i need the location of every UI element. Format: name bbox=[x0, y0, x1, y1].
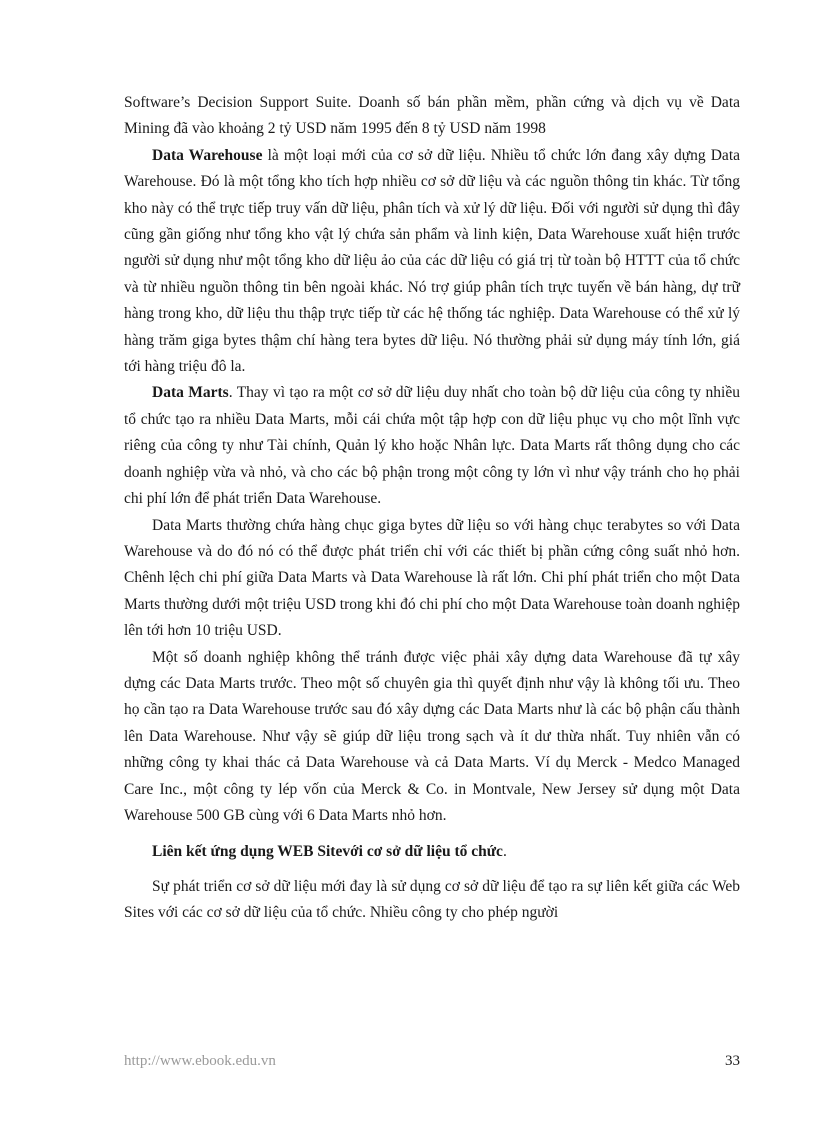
paragraph-enterprises-text: Một số doanh nghiệp không thể tránh được việc phải xây dựng data Warehouse đã tự xây dựng các Data Marts trước. Theo một số chuyên gia thì quyết định như vậy là không tối ưu. Theo họ cần tạo ra Data Warehouse trước sau đó xây dựng các Data Marts như là các bộ phận cấu thành lên Data Warehouse. Như vậy sẽ giúp dữ liệu trong sạch và ít dư thừa nhất. Tuy nhiên vẫn có những công ty khai thác cả Data Warehouse và cả Data Marts. Ví dụ Merck - Medco Managed Care Inc., một công ty lép vốn của Merck & Co. in Montvale, New Jersey sử dụng một Data Warehouse 500 GB cùng với 6 Data Marts nhỏ hơn. bbox=[124, 648, 740, 824]
section-heading bbox=[124, 839, 740, 865]
paragraph-data-marts-text: . Thay vì tạo ra một cơ sở dữ liệu duy nhất cho toàn bộ dữ liệu của công ty nhiều tổ chức tạo ra nhiều Data Marts, mỗi cái chứa một tập hợp con dữ liệu phục vụ cho một lĩnh vực riêng của công ty như Tài chính, Quản lý kho hoặc Nhân lực. Data Marts rất thông dụng cho các doanh nghiệp vừa và nhỏ, và cho các bộ phận trong một công ty lớn vì như vậy tránh cho họ phải chi phí lớn để phát triển Data Warehouse. bbox=[124, 384, 740, 508]
section-heading-text: Liên kết ứng dụng WEB Sitevới cơ sở dữ liệu tổ chức bbox=[152, 843, 503, 861]
paragraph-web-sites bbox=[124, 874, 740, 927]
paragraph-enterprises bbox=[124, 645, 740, 830]
page-number: 33 bbox=[725, 1053, 740, 1069]
paragraph-data-warehouse bbox=[124, 143, 740, 381]
footer-url: http://www.ebook.edu.vn bbox=[124, 1053, 276, 1069]
term-data-marts: Data Marts bbox=[152, 384, 229, 402]
paragraph-data-marts-cost-text: Data Marts thường chứa hàng chục giga bytes dữ liệu so với hàng chục terabytes so với Data Warehouse và do đó nó có thể được phát triển chỉ với các thiết bị phần cứng công suất nhỏ hơn. Chênh lệch chi phí giữa Data Marts và Data Warehouse là rất lớn. Chi phí phát triển cho một Data Marts thường dưới một triệu USD trong khi đó chi phí cho một Data Warehouse toàn doanh nghiệp lên tới hơn 10 triệu USD. bbox=[124, 516, 740, 640]
page-body bbox=[124, 90, 740, 927]
paragraph-web-sites-text: Sự phát triển cơ sở dữ liệu mới đay là sử dụng cơ sở dữ liệu để tạo ra sự liên kết giữa các Web Sites với các cơ sở dữ liệu của tổ chức. Nhiều công ty cho phép người bbox=[124, 877, 740, 922]
paragraph-data-marts-cost bbox=[124, 513, 740, 645]
paragraph-1 bbox=[124, 90, 740, 143]
section-heading-period: . bbox=[502, 843, 507, 861]
paragraph-1-text: Software’s Decision Support Suite. Doanh số bán phần mềm, phần cứng và dịch vụ về Data Mining đã vào khoảng 2 tỷ USD năm 1995 đến 8 tỷ USD năm 1998 bbox=[124, 94, 740, 138]
paragraph-data-marts bbox=[124, 380, 740, 512]
term-data-warehouse: Data Warehouse bbox=[152, 146, 263, 164]
page-footer bbox=[124, 1053, 740, 1077]
paragraph-data-warehouse-text: là một loại mới của cơ sở dữ liệu. Nhiều tổ chức lớn đang xây dựng Data Warehouse. Đó là một tổng kho tích hợp nhiều cơ sở dữ liệu và các nguồn thông tin khác. Từ tổng kho này có thể trực tiếp truy vấn dữ liệu, phân tích và xử lý dữ liệu. Đối với người sử dụng thì đây cũng gần giống như tổng kho vật lý chứa sản phẩm và linh kiện, Data Warehouse xuất hiện trước người sử dụng như một tổng kho dữ liệu ảo của các dữ liệu có giá trị từ toàn bộ HTTT của tổ chức và từ nhiều nguồn thông tin bên ngoài khác. Nó trợ giúp phân tích trực tuyến về bán hàng, dự trữ hàng trong kho, dữ liệu thu thập trực tiếp từ các hệ thống tác nghiệp. Data Warehouse có thể xử lý hàng trăm giga bytes thậm chí hàng tera bytes dữ liệu. Nó thường phải sử dụng máy tính lớn, giá tới hàng triệu đô la. bbox=[124, 146, 741, 376]
